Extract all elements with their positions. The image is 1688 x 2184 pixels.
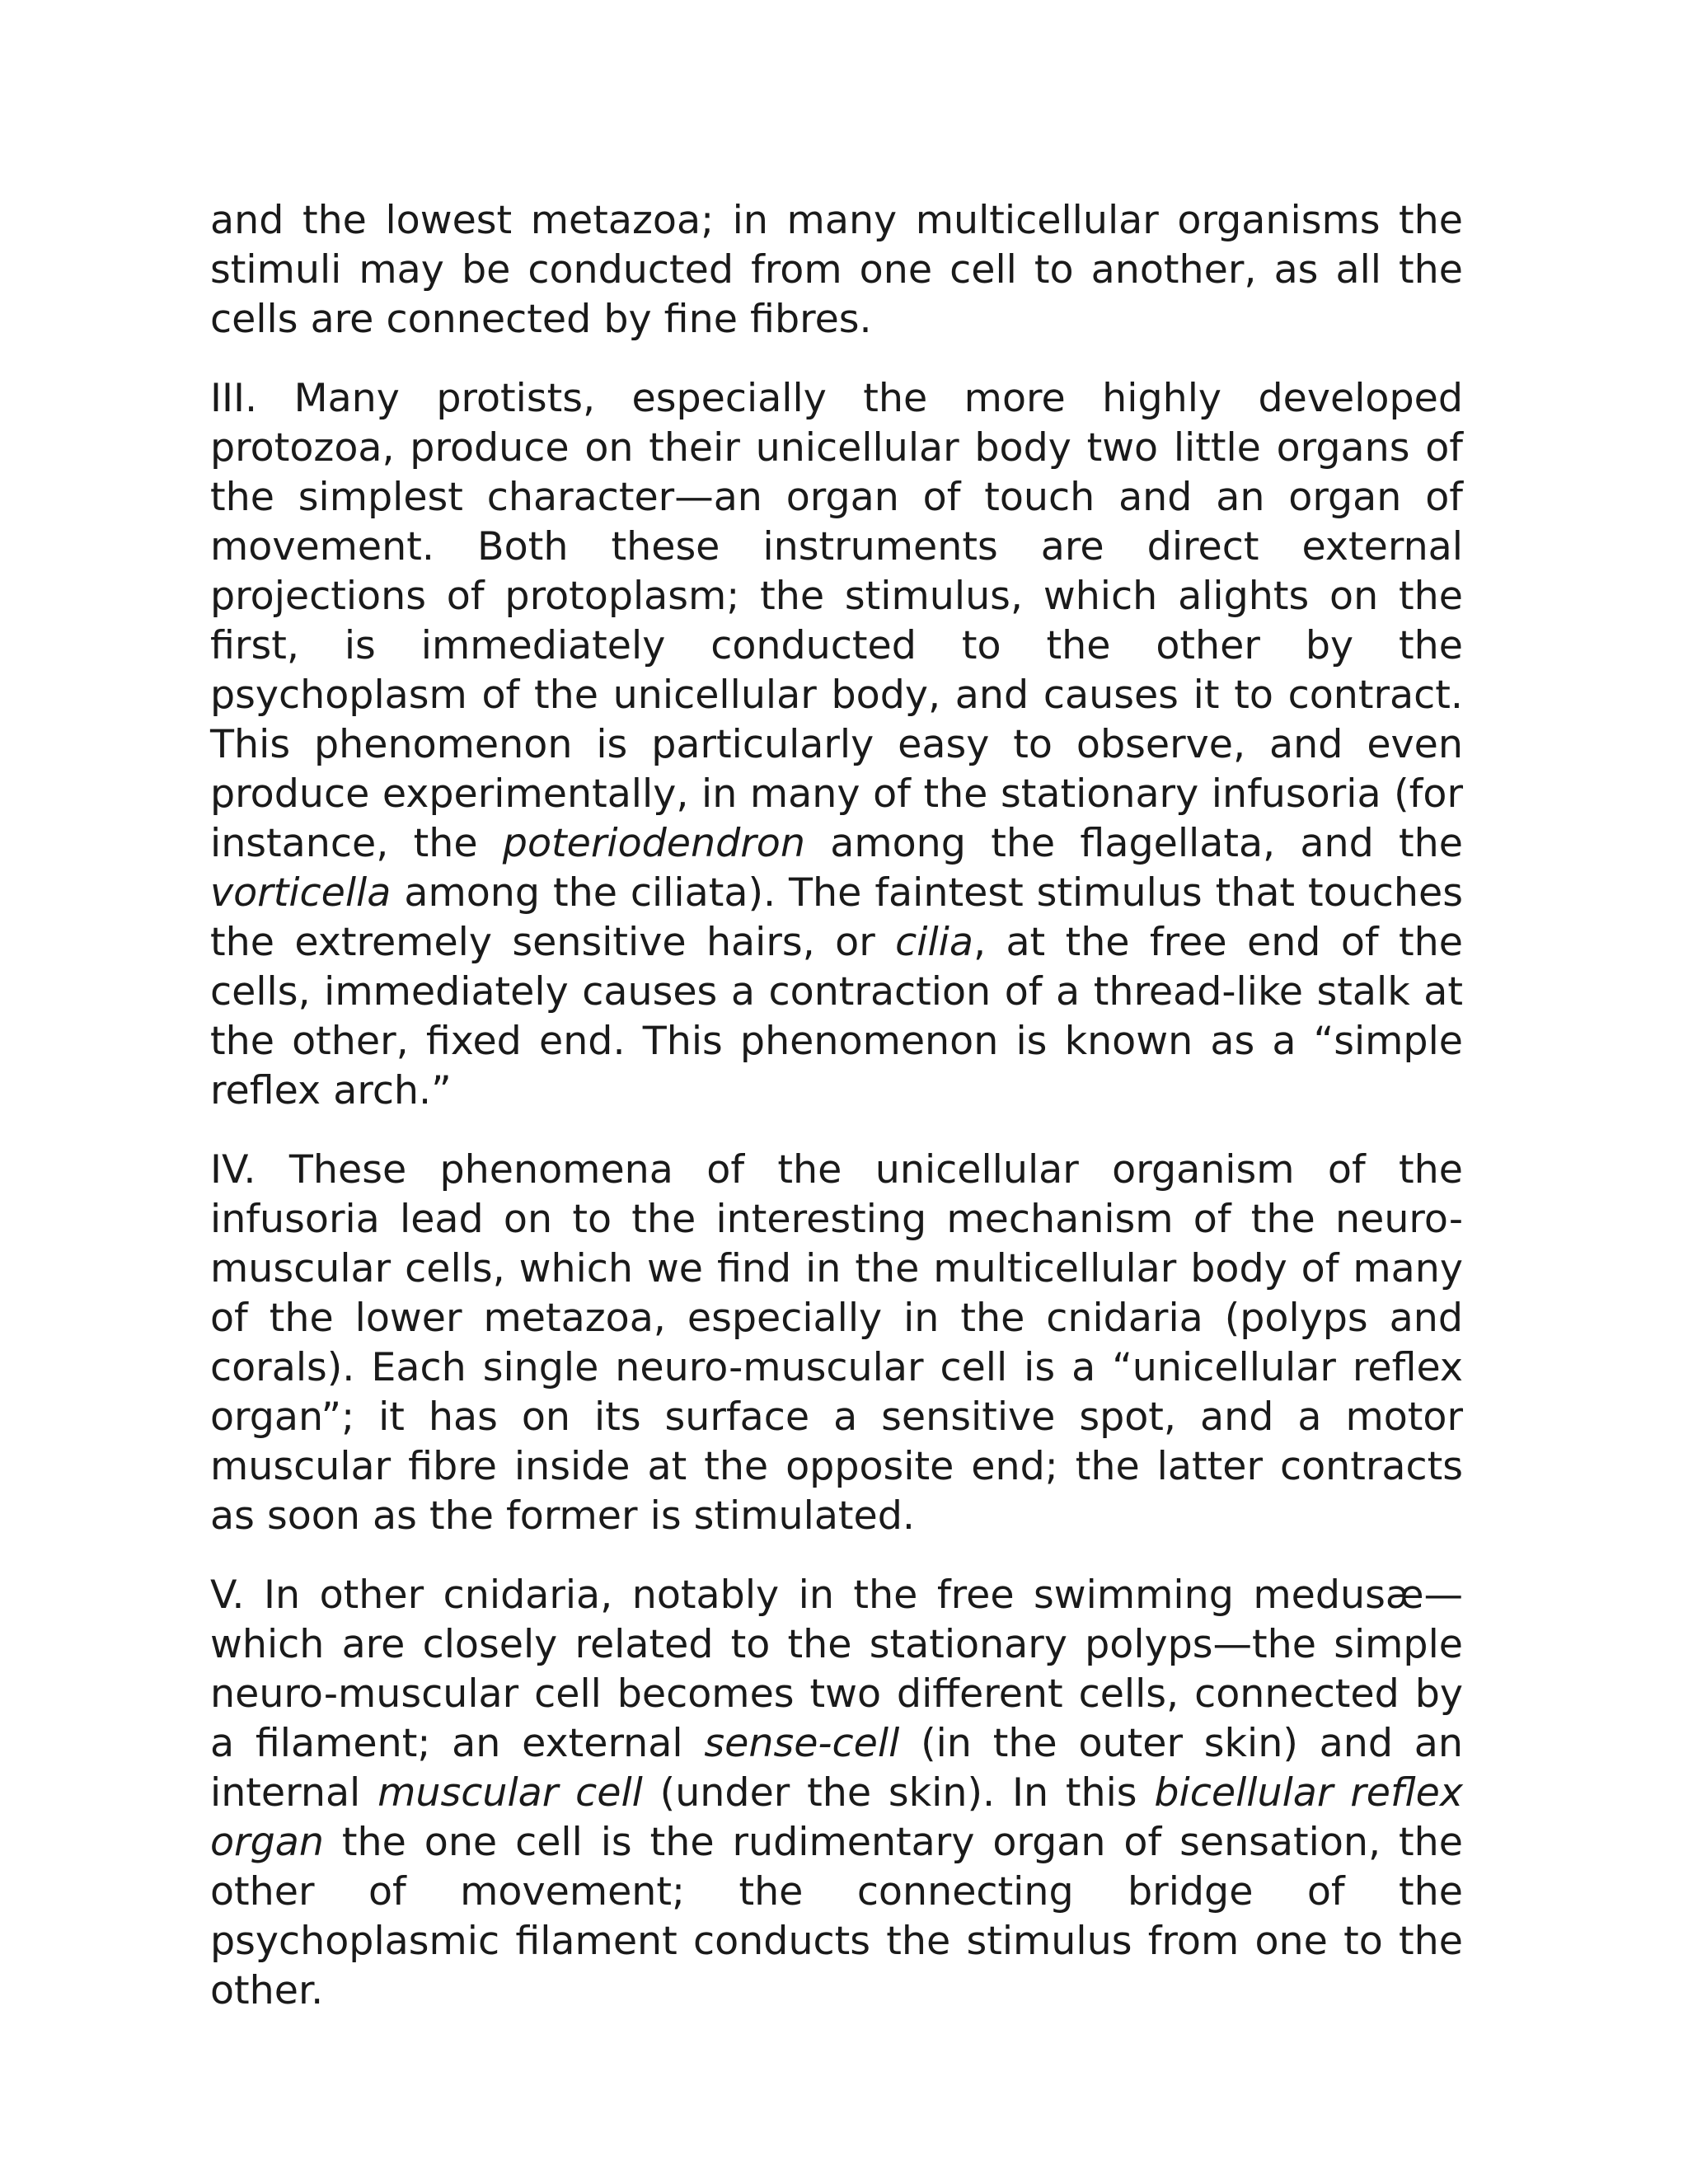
italic-term-vorticella: vorticella xyxy=(210,870,392,916)
paragraph-iii xyxy=(210,374,1463,1116)
paragraph-text: among the ciliata). The faintest stimulus that touches the extremely sensitive hairs, or xyxy=(210,870,1463,965)
paragraph-text: , at the free end of the cells, immediately causes a contraction of a thread-like stalk at the other, fixed end. This phenomenon is known as a “simple reflex arch.” xyxy=(210,920,1463,1113)
italic-term-sense-cell: sense-cell xyxy=(704,1721,900,1766)
paragraph-text: (under the skin). In this xyxy=(642,1770,1155,1816)
italic-term-cilia: cilia xyxy=(895,920,973,965)
paragraph-text: (in the outer skin) and an internal xyxy=(210,1721,1463,1816)
paragraph-text: V. In other cnidaria, notably in the free swimming medusæ—which are closely related to the stationary polyps—the simple neuro-muscular cell becomes two different cells, connected by a filament; an external xyxy=(210,1572,1463,1766)
paragraph-text: III. Many protists, especially the more highly developed protozoa, produce on their unicellular body two little organs of the simplest character—an organ of touch and an organ of movement. Both these instruments are direct external projections of protoplasm; the stimulus, which alights on the first, is immediately conducted to the other by the psychoplasm of the unicellular body, and causes it to contract. This phenomenon is particularly easy to observe, and even produce experimentally, in many of the stationary infusoria (for instance, the xyxy=(210,376,1463,866)
paragraph-text: the one cell is the rudimentary organ of sensation, the other of movement; the connecting bridge of the psychoplasmic filament conducts the stimulus from one to the other. xyxy=(210,1820,1463,2013)
italic-term-poteriodendron: poteriodendron xyxy=(502,821,805,866)
document-page xyxy=(210,196,1463,2016)
paragraph-iv xyxy=(210,1146,1463,1541)
paragraph-text: and the lowest metazoa; in many multicellular organisms the stimuli may be conducted from one cell to another, as all the cells are connected by fine fibres. xyxy=(210,198,1463,342)
paragraph-text: IV. These phenomena of the unicellular organism of the infusoria lead on to the interesting mechanism of the neuro-muscular cells, which we find in the multicellular body of many of the lower metazoa, especially in the cnidaria (polyps and corals). Each single neuro-muscular cell is a “unicellular reflex organ”; it has on its surface a sensitive spot, and a motor muscular fibre inside at the opposite end; the latter contracts as soon as the former is stimulated. xyxy=(210,1147,1463,1539)
italic-term-bicellular-reflex-organ: bicellular reflex organ xyxy=(210,1770,1464,1865)
paragraph-text: among the flagellata, and the xyxy=(804,821,1463,866)
paragraph-intro xyxy=(210,196,1463,344)
italic-term-muscular-cell: muscular cell xyxy=(377,1770,643,1816)
paragraph-v xyxy=(210,1571,1463,2016)
